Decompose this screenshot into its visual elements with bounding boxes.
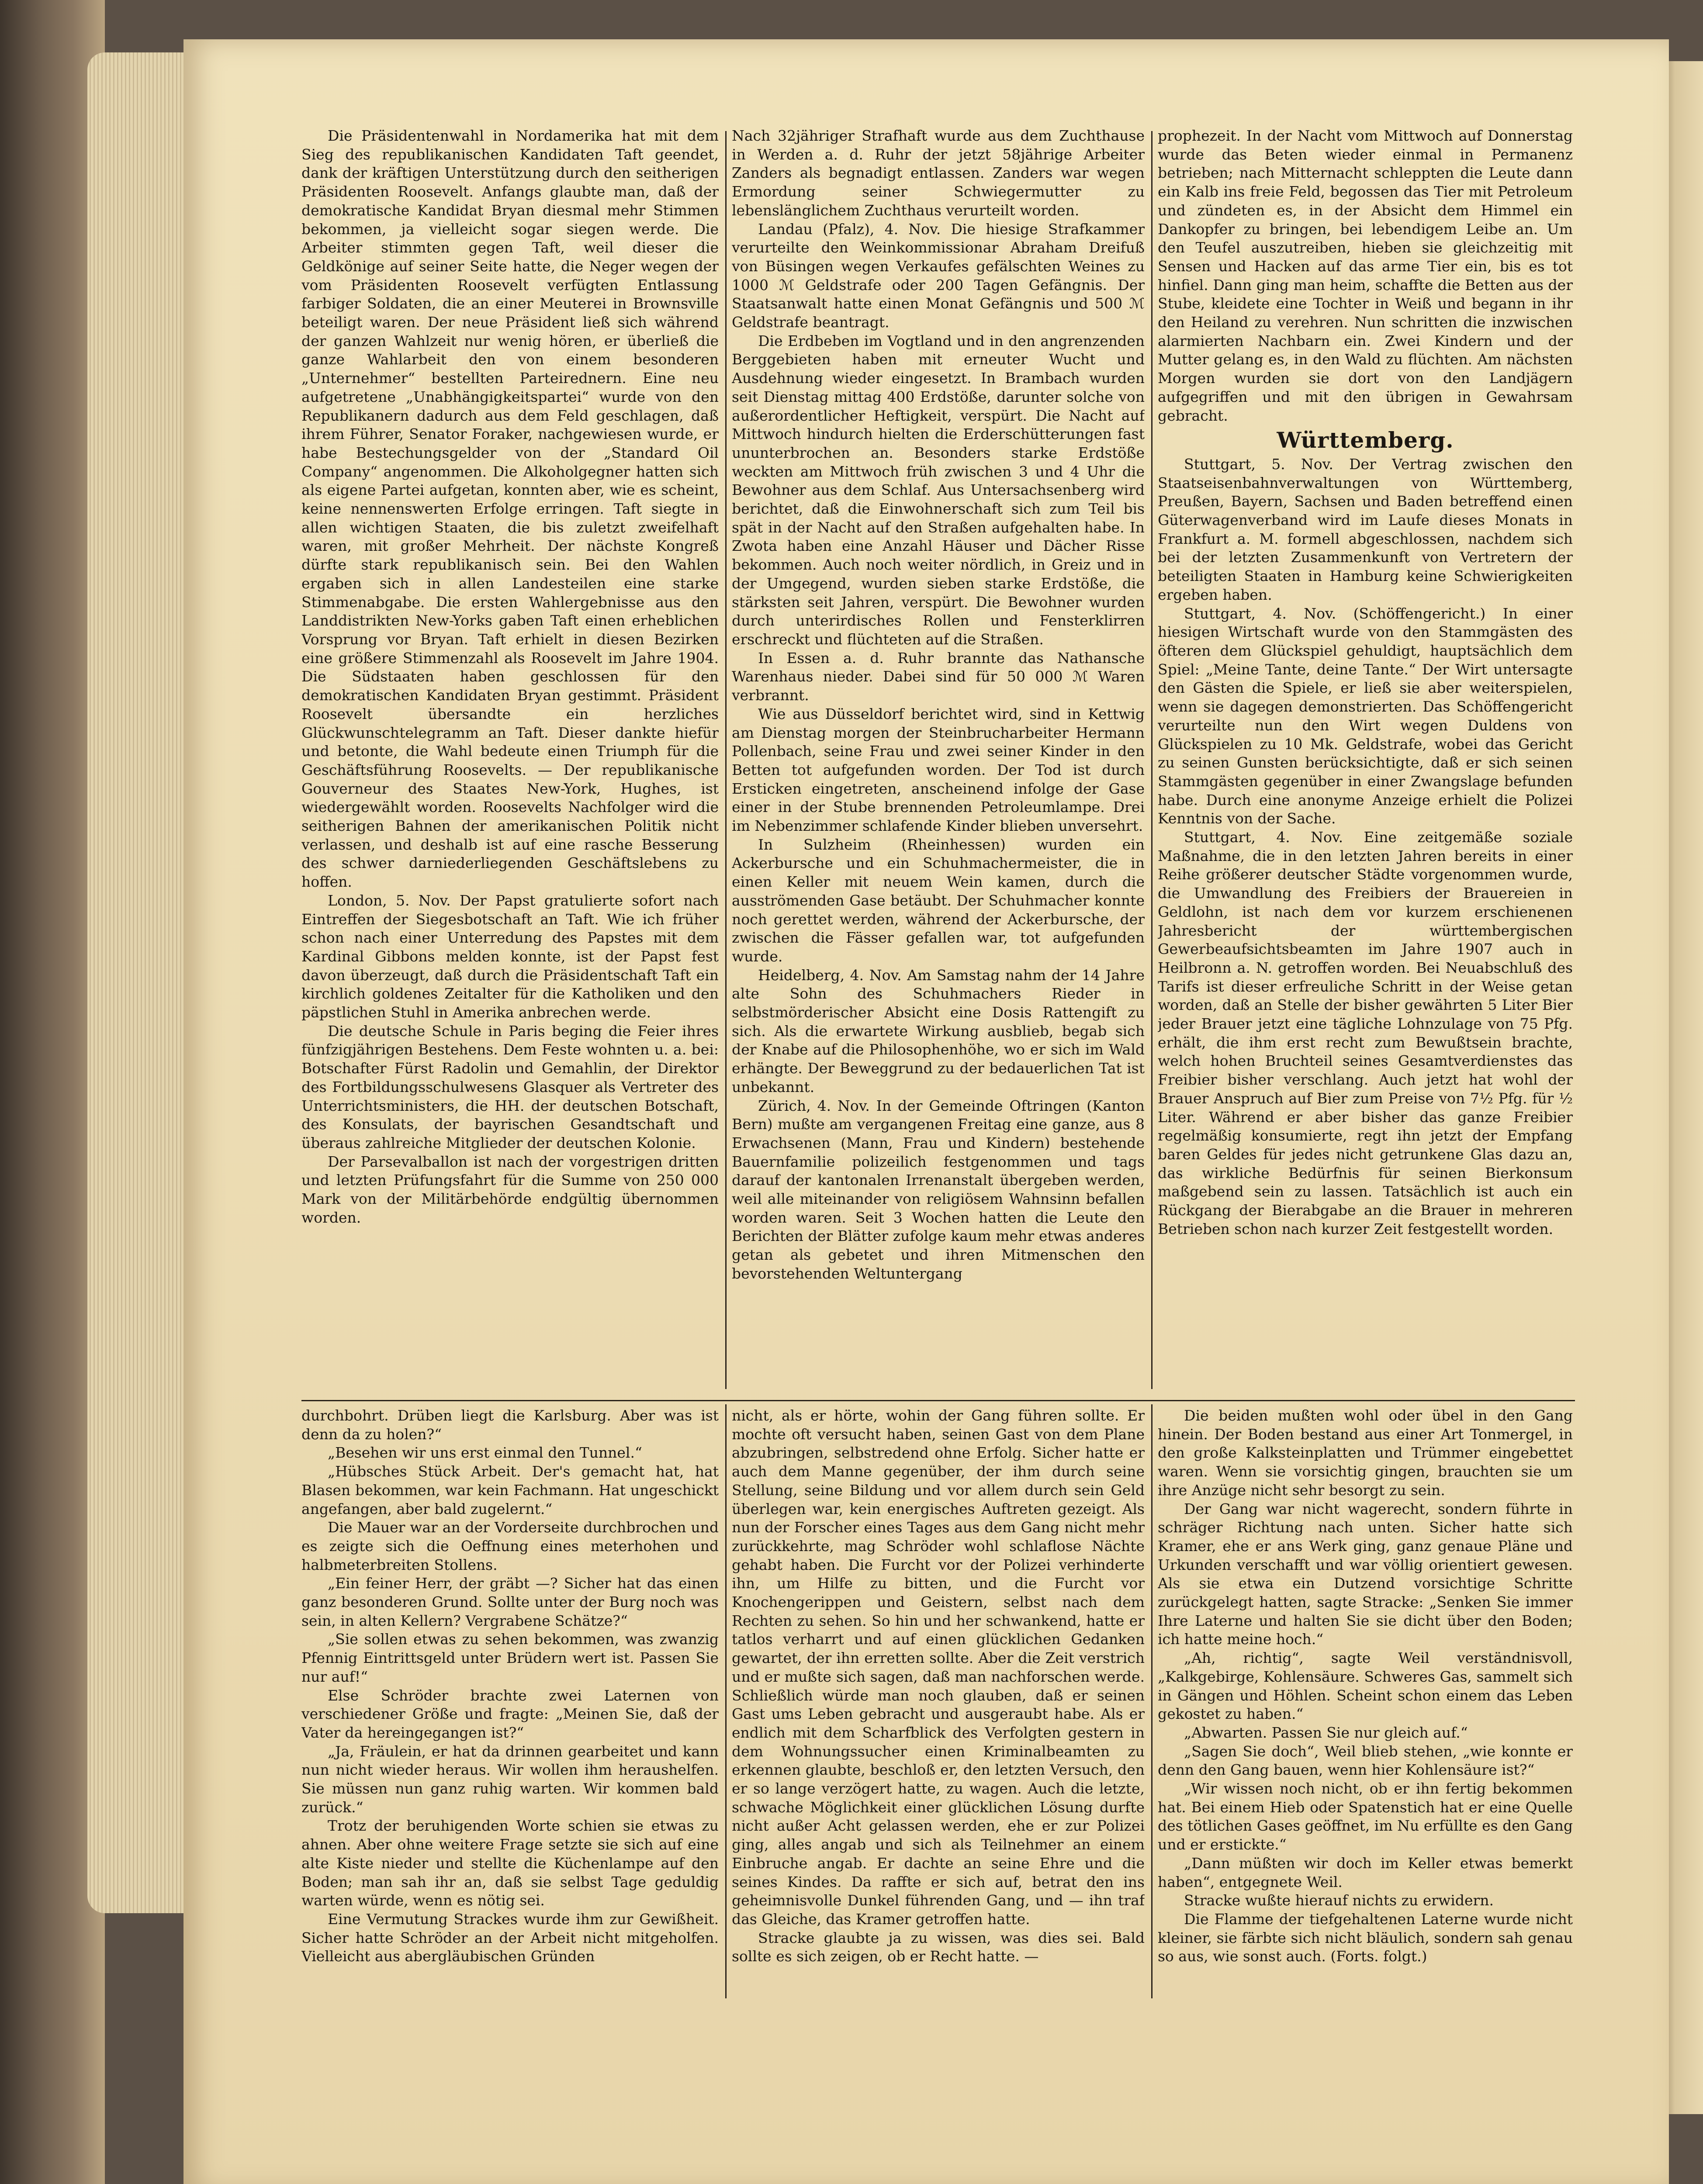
- article-paragraph: Die deutsche Schule in Paris beging die Feier ihres fünfzigjährigen Bestehens. Dem Feste wohnten u. a. bei: Botschafter Fürst Radolin und Gemahlin, der Direktor des Fortbildungsschulwesens Glasquer als Vertreter des Unterrichtsministers, die HH. der deutschen Botschaft, des Konsulats, der bayrischen Gesandtschaft und überaus zahlreiche Mitglieder der deutschen Kolonie.: [301, 1022, 719, 1151]
- article-paragraph: Der Parsevalballon ist nach der vorgestrigen dritten und letzten Prüfungsfahrt für die Summe von 250 000 Mark von der Militärbehörde endgültig übernommen worden.: [301, 1153, 719, 1226]
- story-paragraph: „Dann müßten wir doch im Keller etwas bemerkt haben“, entgegnete Weil.: [1158, 1854, 1573, 1890]
- article-paragraph: Wie aus Düsseldorf berichtet wird, sind in Kettwig am Dienstag morgen der Steinbrucharbeiter Hermann Pollenbach, seine Frau und zwei seiner Kinder in den Betten tot aufgefunden worden. Der Tod ist durch Ersticken eingetreten, anscheinend infolge der Gase einer in der Stube brennenden Petroleumlampe. Drei im Nebenzimmer schlafende Kinder blieben unversehrt.: [732, 705, 1145, 835]
- story-paragraph: Trotz der beruhigenden Worte schien sie etwas zu ahnen. Aber ohne weitere Frage setzte sie sich auf eine alte Kiste nieder und stellte die Küchenlampe auf den Boden; man sah ihr an, daß sie selbst Tage geduldig warten würde, wenn es nötig sei.: [301, 1817, 719, 1909]
- story-paragraph: „Ja, Fräulein, er hat da drinnen gearbeitet und kann nun nicht wieder heraus. Wir wollen ihm heraushelfen. Sie müssen nun ganz ruhig warten. Wir kommen bald zurück.“: [301, 1742, 719, 1816]
- section-heading: Württemberg.: [1277, 427, 1454, 453]
- article-paragraph: Heidelberg, 4. Nov. Am Samstag nahm der 14 Jahre alte Sohn des Schuhmachers Rieder in selbstmörderischer Absicht eine Dosis Rattengift zu sich. Als die erwartete Wirkung ausblieb, begab sich der Knabe auf die Philosophenhöhe, wo er sich im Wald erhängte. Der Beweggrund zu der bedauerlichen Tat ist unbekannt.: [732, 966, 1145, 1095]
- story-paragraph: „Besehen wir uns erst einmal den Tunnel.“: [328, 1444, 642, 1462]
- story-paragraph: Die Flamme der tiefgehaltenen Laterne wurde nicht kleiner, sie färbte sich nicht bläulich, sondern sah genau so aus, wie sonst auch. (Forts. folgt.): [1158, 1910, 1573, 1965]
- article-paragraph: London, 5. Nov. Der Papst gratulierte sofort nach Eintreffen der Siegesbotschaft an Taft. Wie ich früher schon nach einer Unterredung des Papstes mit dem Kardinal Gibbons melden konnte, ist der Papst fest davon überzeugt, daß durch die Präsidentschaft Taft ein kirchlich goldenes Zeitalter für die Katholiken und den päpstlichen Stuhl in Amerika anbrechen werde.: [301, 892, 719, 1021]
- story-paragraph: „Sagen Sie doch“, Weil blieb stehen, „wie konnte er denn den Gang bauen, wenn hier Kohlensäure ist?“: [1158, 1742, 1573, 1779]
- column-divider: [1151, 131, 1153, 1389]
- column-divider: [725, 1404, 727, 1998]
- article-paragraph: Zürich, 4. Nov. In der Gemeinde Oftringen (Kanton Bern) mußte am vergangenen Freitag eine ganze, aus 8 Erwachsenen (Mann, Frau und Kindern) bestehende Bauernfamilie polizeilich festgenommen und tags darauf der kantonalen Irrenanstalt übergeben werden, weil alle miteinander von religiösem Wahnsinn befallen worden waren. Seit 3 Wochen hatten die Leute den Berichten der Blätter zufolge kaum mehr etwas anderes getan als gebetet und ihren Mitmenschen den bevorstehenden Weltuntergang: [732, 1097, 1145, 1282]
- article-paragraph: Die Präsidentenwahl in Nordamerika hat mit dem Sieg des republikanischen Kandidaten Taft geendet, dank der kräftigen Unterstützung durch den seitherigen Präsidenten Roosevelt. Anfangs glaubte man, daß der demokratische Kandidat Bryan diesmal mehr Stimmen bekommen, ja vielleicht sogar siegen werde. Die Arbeiter stimmten gegen Taft, weil dieser die Geldkönige auf seiner Seite hatte, die Neger wegen der vom Präsidenten Roosevelt verfügten Entlassung farbiger Soldaten, die an einer Meuterei in Brownsville beteiligt waren. Der neue Präsident ließ sich während der ganzen Wahlzeit nur wenig hören, er überließ die ganze Wahlarbeit den von einem besonderen „Unternehmer“ bestellten Parteirednern. Eine neu aufgetretene „Unabhängigkeitspartei“ wurde von den Republikanern dadurch aus dem Feld geschlagen, daß ihrem Führer, Senator Foraker, nachgewiesen wurde, er habe Bestechungsgelder von der „Standard Oil Company“ angenommen. Die Alkoholgegner hatten sich als eigene Partei aufgetan, konnten aber, wie es scheint, keine nennenswerten Erfolge erringen. Taft siegte in allen wichtigen Staaten, die bis zuletzt zweifelhaft waren, mit großer Mehrheit. Der nächste Kongreß dürfte stark republikanisch sein. Bei den Wahlen ergaben sich in allen Landesteilen eine starke Stimmenabgabe. Die ersten Wahlergebnisse aus den Landdistrikten New-Yorks gaben Taft einen erheblichen Vorsprung vor Bryan. Taft erhielt in diesen Bezirken eine größere Stimmenzahl als Roosevelt im Jahre 1904. Die Südstaaten haben geschlossen für den demokratischen Kandidaten Bryan gestimmt. Präsident Roosevelt übersandte ein herzliches Glückwunschtelegramm an Taft. Dieser dankte hiefür und betonte, die Wahl bedeute einen Triumph für die Geschäftsführung Roosevelts. — Der republikanische Gouverneur des Staates New-York, Hughes, ist wiedergewählt worden. Roosevelts Nachfolger wird die seitherigen Bahnen der amerikanischen Politik nicht verlassen, und deshalb ist auf eine rasche Besserung des schwer darniederliegenden Geschäftslebens zu hoffen.: [301, 127, 719, 891]
- bottom-column-1: [301, 1406, 719, 2005]
- story-paragraph: „Ein feiner Herr, der gräbt —? Sicher hat das einen ganz besonderen Grund. Sollte unter der Burg noch was sein, in alten Kellern? Vergrabene Schätze?“: [301, 1575, 719, 1629]
- story-paragraph: nicht, als er hörte, wohin der Gang führen sollte. Er mochte oft versucht haben, seinen Gast von dem Plane abzubringen, selbstredend ohne Erfolg. Sicher hatte er auch dem Manne gegenüber, der ihm durch seine Stellung, seine Bildung und vor allem durch sein Geld überlegen war, kein energisches Auftreten gezeigt. Als nun der Forscher eines Tages aus dem Gang nicht mehr zurückkehrte, mag Schröder wohl schlaflose Nächte gehabt haben. Die Furcht vor der Polizei verhinderte ihn, um Hilfe zu bitten, und die Furcht vor Knochengerippen und Geistern, selbst nach dem Rechten zu sehen. So hin und her schwankend, hatte er tatlos verharrt und auf einen glücklichen Gedanken gewartet, der ihn erretten sollte. Aber die Zeit verstrich und er mußte sich sagen, daß man nachforschen werde. Schließlich würde man noch glauben, daß er seinen Gast ums Leben gebracht und ausgeraubt habe. Als er endlich mit dem Scharfblick des Verfolgten gestern in dem Wohnungssucher einen Kriminalbeamten zu erkennen glaubte, beschloß er, den letzten Versuch, den er so lange verzögert hatte, zu wagen. Auch die letzte, schwache Möglichkeit einer glücklichen Lösung durfte nicht außer Acht gelassen werden, ehe er zur Polizei ging, alles angab und sich als Teilnehmer an einem Einbruche angab. Er dachte an seine Ehre und die seines Kindes. Da raffte er sich auf, betrat den ins geheimnisvolle Dunkel führenden Gang, und — ihn traf das Gleiche, das Kramer getroffen hatte.: [732, 1407, 1145, 1928]
- article-paragraph: prophezeit. In der Nacht vom Mittwoch auf Donnerstag wurde das Beten wieder einmal in Permanenz betrieben; nach Mitternacht schleppten die Leute dann ein Kalb ins freie Feld, begossen das Tier mit Petroleum und zündeten es, in der Absicht dem Himmel ein Dankopfer zu bringen, bei lebendigem Leibe an. Um den Teufel auszutreiben, hieben sie gleichzeitig mit Sensen und Hacken auf das arme Tier ein, bis es tot hinfiel. Dann ging man heim, schaffte die Betten aus der Stube, kleidete eine Tochter in Weiß und begann in ihr den Heiland zu verehren. Nun schritten die inzwischen alarmierten Nachbarn ein. Zwei Kindern und der Mutter gelang es, in den Wald zu flüchten. Am nächsten Morgen wurden sie dort von den Landjägern aufgegriffen und mit den übrigen in Gewahrsam gebracht.: [1158, 127, 1573, 424]
- top-column-3: [1158, 127, 1573, 1393]
- story-paragraph: „Sie sollen etwas zu sehen bekommen, was zwanzig Pfennig Eintrittsgeld unter Brüdern wert ist. Passen Sie nur auf!“: [301, 1631, 719, 1685]
- column-divider: [725, 131, 727, 1389]
- story-paragraph: „Ah, richtig“, sagte Weil verständnisvoll, „Kalkgebirge, Kohlensäure. Schweres Gas, sammelt sich in Gängen und Höhlen. Scheint schon einem das Leben gekostet zu haben.“: [1158, 1649, 1573, 1723]
- top-column-2: [732, 127, 1145, 1393]
- story-paragraph: „Hübsches Stück Arbeit. Der's gemacht hat, hat Blasen bekommen, war kein Fachmann. Hat ungeschickt angefangen, aber bald zugelernt.“: [301, 1463, 719, 1517]
- section-divider: [301, 1400, 1575, 1401]
- bottom-column-2: [732, 1406, 1145, 2005]
- article-paragraph: Die Erdbeben im Vogtland und in den angrenzenden Berggebieten haben mit erneuter Wucht und Ausdehnung wieder eingesetzt. In Brambach wurden seit Dienstag mittag 400 Erdstöße, darunter solche von außerordentlicher Heftigkeit, verspürt. Die Nacht auf Mittwoch hindurch hielten die Erderschütterungen fast ununterbrochen an. Besonders starke Erdstöße weckten am Mittwoch früh zwischen 3 und 4 Uhr die Bewohner aus dem Schlaf. Aus Untersachsenberg wird berichtet, daß die Einwohnerschaft sich zum Teil bis spät in der Nacht auf den Straßen aufgehalten habe. In Zwota haben eine Anzahl Häuser und Dächer Risse bekommen. Auch noch weiter nördlich, in Greiz und in der Umgegend, wurden sieben starke Erdstöße, die stärksten seit Jahren, verspürt. Die Bewohner wurden durch unterirdisches Rollen und Fensterklirren erschreckt und flüchteten auf die Straßen.: [732, 332, 1145, 648]
- story-paragraph: Die Mauer war an der Vorderseite durchbrochen und es zeigte sich die Oeffnung eines meterhohen und halbmeterbreiten Stollens.: [301, 1519, 719, 1573]
- column-divider: [1151, 1404, 1153, 1998]
- newspaper-page: [183, 39, 1669, 2184]
- story-paragraph: Der Gang war nicht wagerecht, sondern führte in schräger Richtung nach unten. Sicher hatte sich Kramer, ehe er ans Werk ging, ganz genaue Pläne und Urkunden verschafft und war völlig orientiert gewesen. Als sie etwa ein Dutzend vorsichtige Schritte zurückgelegt hatten, sagte Stracke: „Senken Sie immer Ihre Laterne und halten Sie sie dicht über den Boden; ich hatte meine hoch.“: [1158, 1500, 1573, 1648]
- story-paragraph: „Abwarten. Passen Sie nur gleich auf.“: [1184, 1724, 1468, 1741]
- story-paragraph: Else Schröder brachte zwei Laternen von verschiedener Größe und fragte: „Meinen Sie, daß der Vater da hereingegangen ist?“: [301, 1686, 719, 1741]
- story-paragraph: Stracke glaubte ja zu wissen, was dies sei. Bald sollte es sich zeigen, ob er Recht hatte. —: [732, 1929, 1145, 1965]
- story-paragraph: Die beiden mußten wohl oder übel in den Gang hinein. Der Boden bestand aus einer Art Tonmergel, in den große Kalksteinplatten und Trümmer eingebettet waren. Wenn sie vorsichtig gingen, brauchten sie um ihre Anzüge nicht sehr besorgt zu sein.: [1158, 1407, 1573, 1499]
- article-paragraph: Stuttgart, 4. Nov. (Schöffengericht.) In einer hiesigen Wirtschaft wurde von den Stammgästen des öfteren dem Glückspiel gehuldigt, hauptsächlich dem Spiel: „Meine Tante, deine Tante.“ Der Wirt untersagte den Gästen die Spiele, er ließ sie aber weiterspielen, wenn sie dagegen demonstrierten. Das Schöffengericht verurteilte nun den Wirt wegen Duldens von Glückspielen zu 10 Mk. Geldstrafe, wobei das Gericht zu seinen Gunsten berücksichtigte, daß er sich seinen Stammgästen gegenüber in einer Zwangslage befunden habe. Durch eine anonyme Anzeige erhielt die Polizei Kenntnis von der Sache.: [1158, 605, 1573, 827]
- top-column-1: [301, 127, 719, 1393]
- story-paragraph: durchbohrt. Drüben liegt die Karlsburg. Aber was ist denn da zu holen?“: [301, 1407, 719, 1443]
- article-paragraph: In Sulzheim (Rheinhessen) wurden ein Ackerbursche und ein Schuhmachermeister, die in einen Keller mit neuem Wein kamen, durch die ausströmenden Gase betäubt. Der Schuhmacher konnte noch gerettet werden, während der Ackerbursche, der zwischen die Fässer gefallen war, tot aufgefunden wurde.: [732, 836, 1145, 965]
- article-paragraph: Stuttgart, 5. Nov. Der Vertrag zwischen den Staatseisenbahnverwaltungen von Württemberg, Preußen, Bayern, Sachsen und Baden betreffend einen Güterwagenverband wird im Laufe dieses Monats in Frankfurt a. M. formell abgeschlossen, nachdem sich bei der letzten Zusammenkunft von Vertretern der beteiligten Staaten in Hamburg keine Schwierigkeiten ergeben haben.: [1158, 455, 1573, 603]
- story-paragraph: Eine Vermutung Strackes wurde ihm zur Gewißheit. Sicher hatte Schröder an der Arbeit nicht mitgeholfen. Vielleicht aus abergläubischen Gründen: [301, 1910, 719, 1965]
- article-paragraph: Landau (Pfalz), 4. Nov. Die hiesige Strafkammer verurteilte den Weinkommissionar Abraham Dreifuß von Büsingen wegen Verkaufes gefälschten Weines zu 1000 ℳ Geldstrafe oder 200 Tagen Gefängnis. Der Staatsanwalt hatte einen Monat Gefängnis und 500 ℳ Geldstrafe beantragt.: [732, 220, 1145, 331]
- article-paragraph: Nach 32jähriger Strafhaft wurde aus dem Zuchthause in Werden a. d. Ruhr der jetzt 58jährige Arbeiter Zanders als begnadigt entlassen. Zanders war wegen Ermordung seiner Schwiegermutter zu lebenslänglichem Zuchthaus verurteilt worden.: [732, 127, 1145, 219]
- article-paragraph: Stuttgart, 4. Nov. Eine zeitgemäße soziale Maßnahme, die in den letzten Jahren bereits in einer Reihe größerer deutscher Städte vorgenommen wurde, die Umwandlung des Freibiers der Brauereien in Geldlohn, ist nach dem vor kurzem erschienenen Jahresbericht der württembergischen Gewerbeaufsichtsbeamten im Jahre 1907 auch in Heilbronn a. N. getroffen worden. Bei Neuabschluß des Tarifs ist dieser erfreuliche Schritt in der Weise getan worden, daß an Stelle der bisher gewährten 5 Liter Bier jeder Brauer jetzt eine tägliche Lohnzulage von 75 Pfg. erhält, die ihm erst recht zum Bewußtsein brachte, welch hohen Bruchteil seines Gesamtverdienstes das Freibier bisher verschlang. Auch jetzt hat wohl der Brauer Anspruch auf Bier zum Preise von 7½ Pfg. für ½ Liter. Während er aber bisher das ganze Freibier regelmäßig konsumierte, regt ihn jetzt der Empfang baren Geldes für jedes nicht getrunkene Glas dazu an, das wirkliche Bedürfnis für seinen Bierkonsum maßgebend sein zu lassen. Tatsächlich ist auch ein Rückgang der Bierabgabe an die Brauer in mehreren Betrieben schon nach kurzer Zeit festgestellt worden.: [1158, 829, 1573, 1237]
- bottom-column-3: [1158, 1406, 1573, 2005]
- page-stack-edge: [87, 52, 188, 1913]
- story-paragraph: Stracke wußte hierauf nichts zu erwidern.: [1184, 1892, 1494, 1909]
- article-paragraph: In Essen a. d. Ruhr brannte das Nathansche Warenhaus nieder. Dabei sind für 50 000 ℳ Waren verbrannt.: [732, 649, 1145, 704]
- story-paragraph: „Wir wissen noch nicht, ob er ihn fertig bekommen hat. Bei einem Hieb oder Spatenstich hat er eine Quelle des tötlichen Gases geöffnet, im Nu erfüllte es den Gang und er erstickte.“: [1158, 1780, 1573, 1853]
